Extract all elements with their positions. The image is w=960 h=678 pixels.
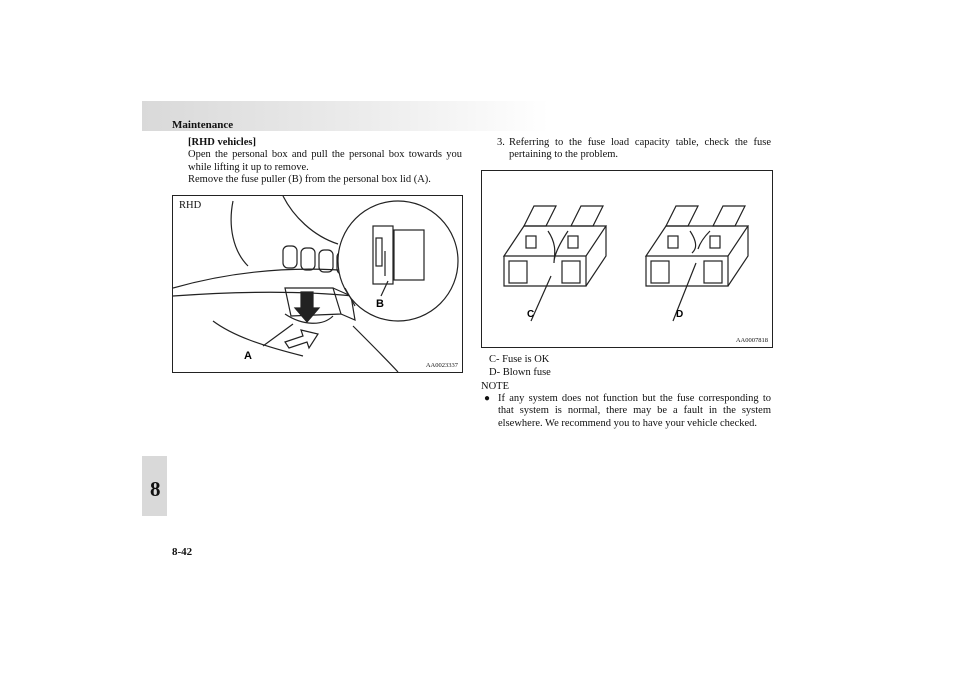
note-label: NOTE (481, 381, 509, 392)
label-a: A (244, 350, 252, 362)
rhd-illustration (172, 195, 463, 373)
label-d: D (676, 309, 684, 320)
fuse-figure-code: AA0007818 (735, 337, 768, 344)
rhd-tag: RHD (179, 200, 202, 211)
instruction-paragraph-1: Open the personal box and pull the personal box towards you while lifting it up to remove. (188, 149, 462, 173)
rhd-heading: [RHD vehicles] (188, 137, 256, 148)
step-number: 3. (497, 137, 505, 148)
fuse-illustration (481, 170, 773, 348)
label-b: B (376, 298, 384, 310)
chapter-number: 8 (150, 477, 161, 501)
fuse-drawing (482, 171, 772, 347)
legend-d: D- Blown fuse (489, 367, 551, 378)
step-text: Referring to the fuse load capacity table, check the fuse pertaining to the problem. (509, 137, 771, 161)
bullet-icon: ● (484, 393, 491, 404)
personal-box-drawing (173, 196, 462, 372)
section-title: Maintenance (172, 119, 234, 131)
page-number: 8-42 (172, 546, 193, 558)
label-c: C (527, 309, 535, 320)
rhd-figure-code: AA0023337 (425, 362, 458, 369)
legend-c: C- Fuse is OK (489, 354, 550, 365)
instruction-paragraph-2: Remove the fuse puller (B) from the personal box lid (A). (188, 173, 431, 185)
left-column (188, 137, 462, 186)
note-text: If any system does not function but the fuse corresponding to that system is normal, there may be a fault in the system elsewhere. We recommend you to have your vehicle checked. (498, 393, 771, 429)
